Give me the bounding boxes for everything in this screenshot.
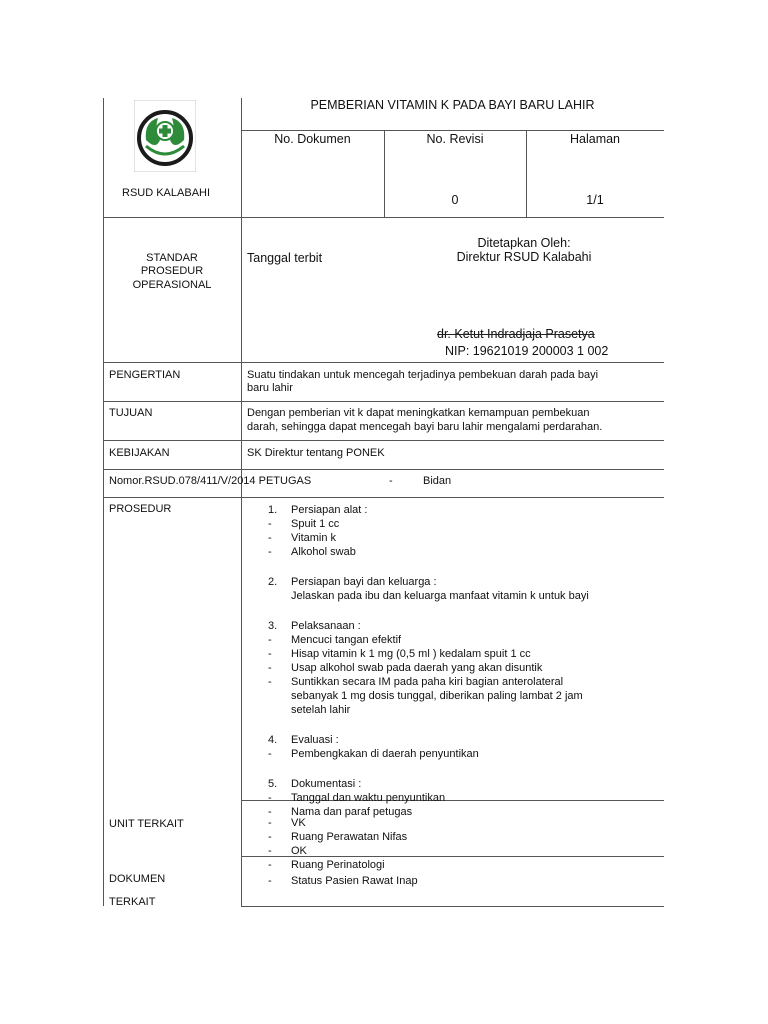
list-item: 2. Persiapan bayi dan keluarga : — [268, 576, 437, 588]
list-item: - VK — [268, 817, 306, 829]
dokumen-terkait-label-1: DOKUMEN — [109, 873, 166, 885]
row-rule-4 — [103, 440, 664, 441]
header-rule-top — [241, 130, 664, 131]
institution-name: RSUD KALABAHI — [122, 187, 211, 199]
list-item: - Suntikkan secara IM pada paha kiri bagian anterolateral — [268, 676, 564, 688]
row-rule-3 — [103, 401, 664, 402]
list-item: - Tanggal dan waktu penyuntikan — [268, 792, 446, 804]
list-item: 3. Pelaksanaan : — [268, 620, 361, 632]
ditetapkan-jabatan: Direktur RSUD Kalabahi — [456, 250, 592, 264]
document-title: PEMBERIAN VITAMIN K PADA BAYI BARU LAHIR — [310, 98, 595, 112]
nomor-petugas-text: Nomor.RSUD.078/411/V/2014 PETUGAS — [109, 475, 312, 487]
list-item: 4. Evaluasi : — [268, 734, 339, 746]
dokumen-terkait-label-2: TERKAIT — [109, 896, 156, 908]
list-item: - Mencuci tangan efektif — [268, 634, 402, 646]
list-item: - Hisap vitamin k 1 mg (0,5 ml ) kedalam spuit 1 cc — [268, 648, 531, 660]
table-col-divider — [241, 98, 242, 906]
list-item: - Vitamin k — [268, 532, 337, 544]
tujuan-label: TUJUAN — [109, 407, 153, 419]
bakti-husada-logo — [134, 100, 196, 172]
col-header-no-dokumen: No. Dokumen — [274, 132, 351, 146]
col-header-halaman: Halaman — [569, 132, 621, 146]
list-item: - Ruang Perawatan Nifas — [268, 831, 408, 843]
halaman-value: 1/1 — [586, 193, 604, 207]
list-item: - Status Pasien Rawat Inap — [268, 875, 418, 887]
list-item: - Usap alkohol swab pada daerah yang akan disuntik — [268, 662, 543, 674]
doc-type-line-3: OPERASIONAL — [132, 279, 212, 291]
list-item: - Alkohol swab — [268, 546, 356, 558]
list-item: - Nama dan paraf petugas — [268, 806, 413, 818]
list-item: 1. Persiapan alat : — [268, 504, 368, 516]
list-item: - Spuit 1 cc — [268, 518, 340, 530]
dokumen-terkait-list — [268, 874, 418, 888]
signatory-nip: NIP: 19621019 200003 1 002 — [445, 344, 609, 358]
table-bottom-rule — [241, 906, 664, 907]
list-item: setelah lahir — [291, 704, 351, 716]
tujuan-text-1: Dengan pemberian vit k dapat meningkatkan kemampuan pembekuan — [247, 407, 590, 419]
petugas-dash: - — [389, 475, 393, 487]
row-rule-5 — [103, 469, 664, 470]
list-item: - Ruang Perinatologi — [268, 859, 385, 871]
list-item: - Pembengkakan di daerah penyuntikan — [268, 748, 479, 760]
pengertian-text-1: Suatu tindakan untuk mencegah terjadinya pembekuan darah pada bayi — [247, 369, 599, 381]
row-rule-6 — [103, 497, 664, 498]
prosedur-label: PROSEDUR — [109, 503, 172, 515]
pengertian-label: PENGERTIAN — [109, 369, 181, 381]
tujuan-text-2: darah, sehingga dapat mencegah bayi baru lahir mengalami perdarahan. — [247, 421, 603, 433]
header-rule-2 — [241, 217, 664, 218]
list-item: 5. Dokumentasi : — [268, 778, 362, 790]
list-item: Jelaskan pada ibu dan keluarga manfaat vitamin k untuk bayi — [291, 590, 589, 602]
list-item: - OK — [268, 845, 307, 857]
row-rule-2 — [103, 362, 664, 363]
petugas-value: Bidan — [423, 475, 452, 487]
unit-terkait-label: UNIT TERKAIT — [109, 818, 184, 830]
row-rule-1 — [103, 217, 241, 218]
table-left-border — [103, 98, 104, 906]
kebijakan-text: SK Direktur tentang PONEK — [247, 447, 385, 459]
tanggal-terbit-label: Tanggal terbit — [247, 251, 323, 265]
no-revisi-value: 0 — [451, 193, 459, 207]
list-item: sebanyak 1 mg dosis tunggal, diberikan paling lambat 2 jam — [291, 690, 583, 702]
doc-type-line-1: STANDAR — [146, 252, 198, 264]
doc-type-line-2: PROSEDUR — [140, 265, 204, 277]
pengertian-text-2: baru lahir — [247, 382, 293, 394]
unit-terkait-list — [268, 816, 407, 872]
kebijakan-label: KEBIJAKAN — [109, 447, 170, 459]
prosedur-list — [268, 503, 589, 819]
signatory-name: dr. Ketut Indradjaja Prasetya — [437, 327, 595, 341]
col-header-no-revisi: No. Revisi — [426, 132, 484, 146]
ditetapkan-oleh: Ditetapkan Oleh: — [477, 236, 571, 250]
